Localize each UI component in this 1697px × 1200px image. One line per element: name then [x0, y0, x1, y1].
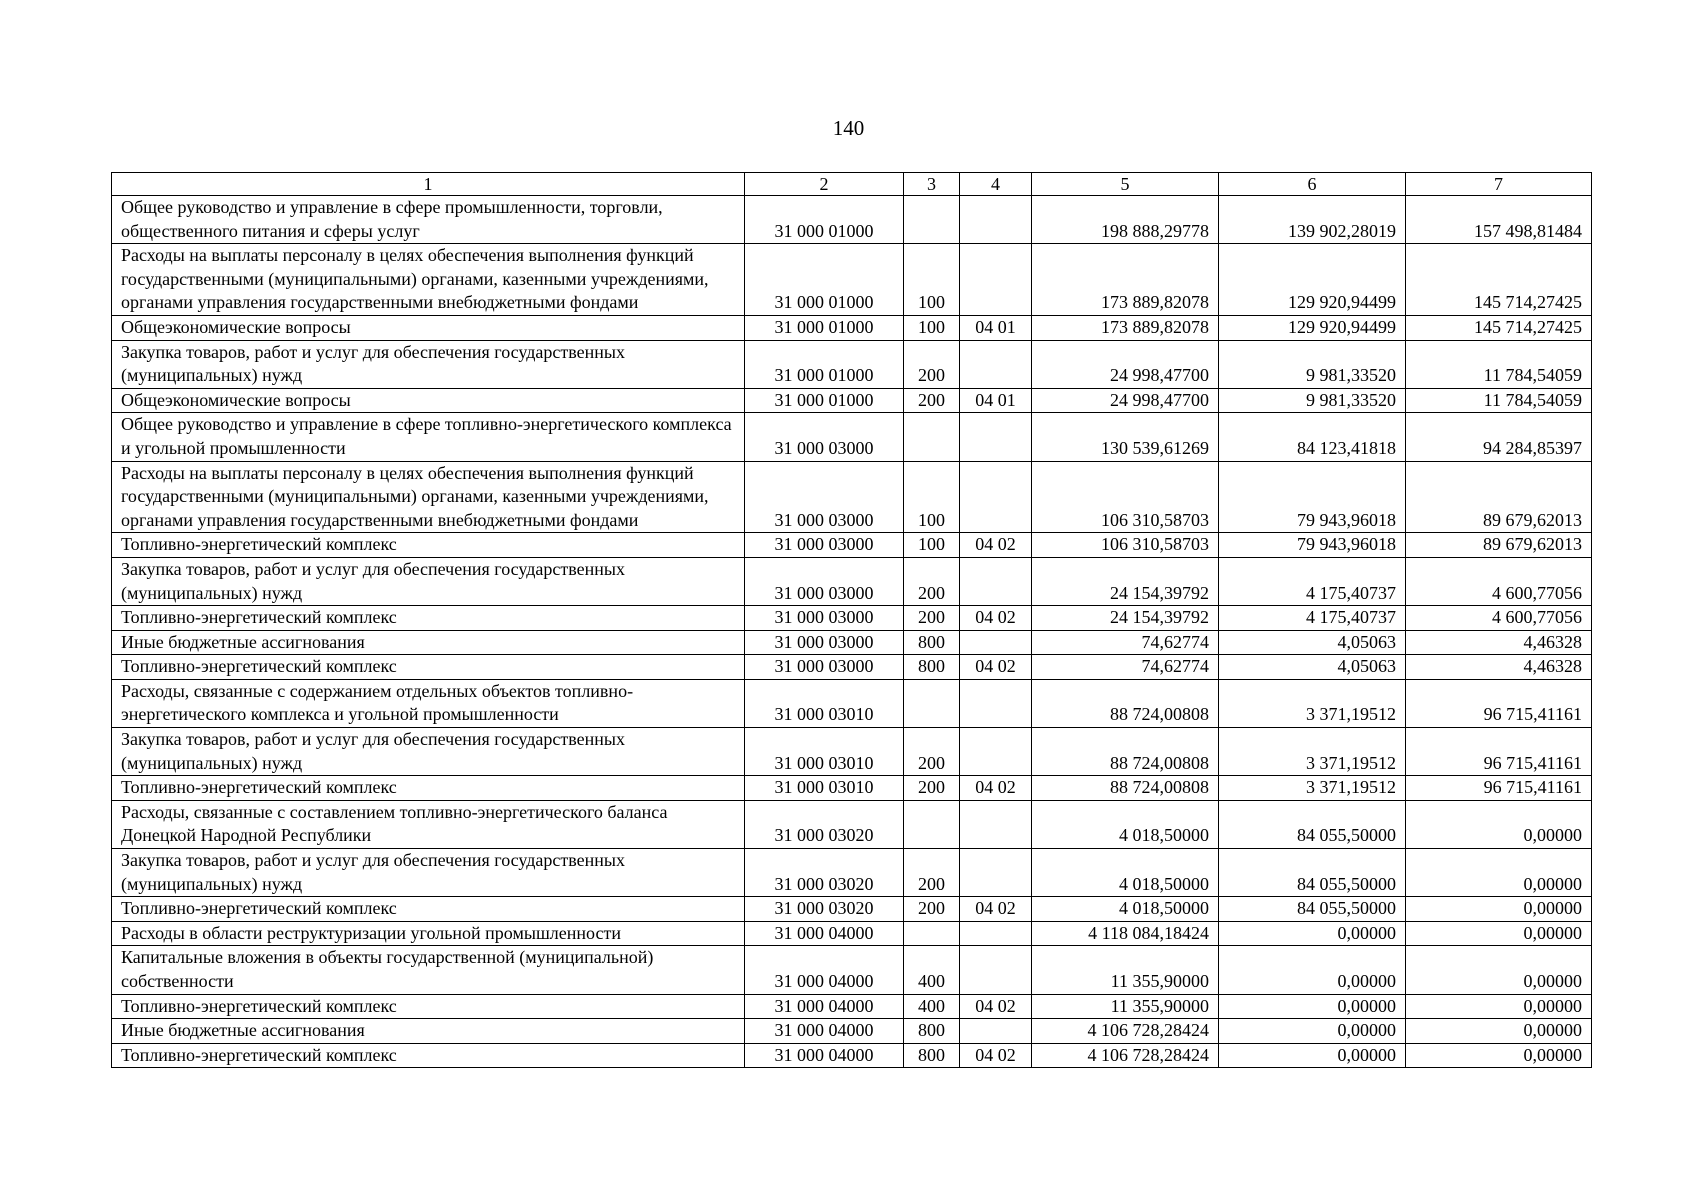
amount-col-5: 130 539,61269 [1032, 413, 1219, 461]
amount-col-6: 4 175,40737 [1219, 606, 1406, 631]
amount-col-6: 139 902,28019 [1219, 196, 1406, 244]
amount-col-6: 0,00000 [1219, 921, 1406, 946]
column-header: 3 [904, 173, 960, 196]
table-row [112, 800, 1592, 848]
expense-group: 800 [904, 1019, 960, 1044]
table-row [112, 1043, 1592, 1068]
amount-col-6: 9 981,33520 [1219, 340, 1406, 388]
target-code: 31 000 01000 [745, 340, 904, 388]
amount-col-6: 84 055,50000 [1219, 849, 1406, 897]
amount-col-6: 3 371,19512 [1219, 776, 1406, 801]
column-header: 1 [112, 173, 745, 196]
amount-col-5: 74,62774 [1032, 630, 1219, 655]
expense-group: 100 [904, 533, 960, 558]
amount-col-7: 0,00000 [1406, 946, 1592, 994]
expense-group: 800 [904, 1043, 960, 1068]
expense-group [904, 196, 960, 244]
amount-col-5: 11 355,90000 [1032, 946, 1219, 994]
table-row [112, 244, 1592, 316]
table-row [112, 897, 1592, 922]
section-code [960, 849, 1032, 897]
amount-col-6: 84 123,41818 [1219, 413, 1406, 461]
section-code: 04 01 [960, 388, 1032, 413]
row-name: Закупка товаров, работ и услуг для обеспечения государственных (муниципальных) нужд [112, 728, 745, 776]
row-name: Закупка товаров, работ и услуг для обеспечения государственных (муниципальных) нужд [112, 340, 745, 388]
row-name: Топливно-энергетический комплекс [112, 994, 745, 1019]
target-code: 31 000 01000 [745, 244, 904, 316]
amount-col-5: 24 998,47700 [1032, 388, 1219, 413]
table-row [112, 849, 1592, 897]
amount-col-7: 0,00000 [1406, 921, 1592, 946]
amount-col-7: 96 715,41161 [1406, 679, 1592, 727]
table-row [112, 776, 1592, 801]
section-code [960, 946, 1032, 994]
expense-group [904, 800, 960, 848]
expense-group: 200 [904, 557, 960, 605]
row-name: Расходы на выплаты персоналу в целях обеспечения выполнения функций государственными (муниципальными) органами, казенными учреждениями, органами управления государственными внебюджетными фондами [112, 244, 745, 316]
row-name: Закупка товаров, работ и услуг для обеспечения государственных (муниципальных) нужд [112, 557, 745, 605]
target-code: 31 000 03000 [745, 533, 904, 558]
amount-col-6: 0,00000 [1219, 946, 1406, 994]
amount-col-5: 4 106 728,28424 [1032, 1043, 1219, 1068]
target-code: 31 000 04000 [745, 921, 904, 946]
table-row [112, 557, 1592, 605]
amount-col-5: 4 118 084,18424 [1032, 921, 1219, 946]
table-row [112, 388, 1592, 413]
amount-col-5: 4 018,50000 [1032, 897, 1219, 922]
amount-col-7: 89 679,62013 [1406, 461, 1592, 533]
amount-col-7: 4,46328 [1406, 630, 1592, 655]
amount-col-7: 4 600,77056 [1406, 606, 1592, 631]
amount-col-5: 88 724,00808 [1032, 728, 1219, 776]
table-row [112, 196, 1592, 244]
expense-group: 200 [904, 728, 960, 776]
row-name: Топливно-энергетический комплекс [112, 606, 745, 631]
amount-col-5: 24 154,39792 [1032, 557, 1219, 605]
row-name: Топливно-энергетический комплекс [112, 1043, 745, 1068]
row-name: Капитальные вложения в объекты государственной (муниципальной) собственности [112, 946, 745, 994]
target-code: 31 000 03000 [745, 413, 904, 461]
row-name: Топливно-энергетический комплекс [112, 897, 745, 922]
section-code [960, 340, 1032, 388]
section-code: 04 02 [960, 897, 1032, 922]
column-header: 2 [745, 173, 904, 196]
target-code: 31 000 04000 [745, 1043, 904, 1068]
amount-col-7: 145 714,27425 [1406, 315, 1592, 340]
target-code: 31 000 03000 [745, 557, 904, 605]
amount-col-5: 11 355,90000 [1032, 994, 1219, 1019]
row-name: Иные бюджетные ассигнования [112, 630, 745, 655]
amount-col-7: 11 784,54059 [1406, 388, 1592, 413]
row-name: Закупка товаров, работ и услуг для обеспечения государственных (муниципальных) нужд [112, 849, 745, 897]
section-code [960, 800, 1032, 848]
section-code [960, 244, 1032, 316]
table-row [112, 1019, 1592, 1044]
row-name: Общеэкономические вопросы [112, 388, 745, 413]
amount-col-5: 4 018,50000 [1032, 849, 1219, 897]
table-row [112, 413, 1592, 461]
budget-table [111, 172, 1592, 1068]
target-code: 31 000 03010 [745, 728, 904, 776]
target-code: 31 000 03020 [745, 849, 904, 897]
row-name: Расходы, связанные с содержанием отдельных объектов топливно-энергетического комплекса и угольной промышленности [112, 679, 745, 727]
target-code: 31 000 01000 [745, 388, 904, 413]
target-code: 31 000 04000 [745, 946, 904, 994]
table-row [112, 533, 1592, 558]
table-body [112, 196, 1592, 1068]
expense-group [904, 413, 960, 461]
amount-col-6: 0,00000 [1219, 994, 1406, 1019]
expense-group: 100 [904, 244, 960, 316]
amount-col-6: 129 920,94499 [1219, 315, 1406, 340]
target-code: 31 000 04000 [745, 994, 904, 1019]
amount-col-5: 106 310,58703 [1032, 533, 1219, 558]
amount-col-7: 4 600,77056 [1406, 557, 1592, 605]
target-code: 31 000 01000 [745, 315, 904, 340]
amount-col-5: 88 724,00808 [1032, 679, 1219, 727]
expense-group: 800 [904, 655, 960, 680]
amount-col-7: 89 679,62013 [1406, 533, 1592, 558]
target-code: 31 000 03000 [745, 606, 904, 631]
section-code [960, 413, 1032, 461]
expense-group: 200 [904, 388, 960, 413]
row-name: Общее руководство и управление в сфере топливно-энергетического комплекса и угольной промышленности [112, 413, 745, 461]
target-code: 31 000 03000 [745, 655, 904, 680]
expense-group [904, 679, 960, 727]
expense-group: 200 [904, 849, 960, 897]
expense-group [904, 921, 960, 946]
amount-col-7: 4,46328 [1406, 655, 1592, 680]
section-code: 04 02 [960, 776, 1032, 801]
row-name: Расходы в области реструктуризации угольной промышленности [112, 921, 745, 946]
amount-col-7: 157 498,81484 [1406, 196, 1592, 244]
table-row [112, 315, 1592, 340]
column-header: 6 [1219, 173, 1406, 196]
section-code [960, 921, 1032, 946]
amount-col-5: 4 018,50000 [1032, 800, 1219, 848]
section-code: 04 02 [960, 655, 1032, 680]
amount-col-7: 94 284,85397 [1406, 413, 1592, 461]
amount-col-7: 0,00000 [1406, 849, 1592, 897]
amount-col-5: 24 154,39792 [1032, 606, 1219, 631]
amount-col-6: 84 055,50000 [1219, 897, 1406, 922]
amount-col-6: 129 920,94499 [1219, 244, 1406, 316]
section-code: 04 02 [960, 1043, 1032, 1068]
section-code [960, 1019, 1032, 1044]
amount-col-7: 0,00000 [1406, 800, 1592, 848]
expense-group: 400 [904, 946, 960, 994]
table-row [112, 728, 1592, 776]
table-row [112, 921, 1592, 946]
section-code [960, 461, 1032, 533]
table-row [112, 679, 1592, 727]
table-row [112, 606, 1592, 631]
target-code: 31 000 03020 [745, 800, 904, 848]
column-header: 4 [960, 173, 1032, 196]
amount-col-7: 96 715,41161 [1406, 776, 1592, 801]
page-number: 140 [832, 116, 865, 140]
amount-col-7: 0,00000 [1406, 994, 1592, 1019]
target-code: 31 000 03020 [745, 897, 904, 922]
amount-col-6: 4 175,40737 [1219, 557, 1406, 605]
amount-col-6: 79 943,96018 [1219, 461, 1406, 533]
section-code: 04 02 [960, 533, 1032, 558]
column-header: 5 [1032, 173, 1219, 196]
amount-col-6: 3 371,19512 [1219, 728, 1406, 776]
row-name: Топливно-энергетический комплекс [112, 655, 745, 680]
section-code [960, 679, 1032, 727]
expense-group: 100 [904, 315, 960, 340]
amount-col-5: 74,62774 [1032, 655, 1219, 680]
amount-col-6: 0,00000 [1219, 1043, 1406, 1068]
amount-col-7: 0,00000 [1406, 1019, 1592, 1044]
amount-col-7: 96 715,41161 [1406, 728, 1592, 776]
amount-col-6: 84 055,50000 [1219, 800, 1406, 848]
section-code [960, 196, 1032, 244]
amount-col-6: 3 371,19512 [1219, 679, 1406, 727]
amount-col-7: 11 784,54059 [1406, 340, 1592, 388]
amount-col-7: 0,00000 [1406, 1043, 1592, 1068]
section-code: 04 01 [960, 315, 1032, 340]
expense-group: 800 [904, 630, 960, 655]
amount-col-6: 9 981,33520 [1219, 388, 1406, 413]
amount-col-6: 79 943,96018 [1219, 533, 1406, 558]
amount-col-7: 0,00000 [1406, 897, 1592, 922]
section-code [960, 630, 1032, 655]
expense-group: 100 [904, 461, 960, 533]
table-row [112, 461, 1592, 533]
target-code: 31 000 03010 [745, 679, 904, 727]
amount-col-5: 173 889,82078 [1032, 244, 1219, 316]
target-code: 31 000 03010 [745, 776, 904, 801]
section-code: 04 02 [960, 606, 1032, 631]
section-code [960, 728, 1032, 776]
expense-group: 200 [904, 340, 960, 388]
row-name: Расходы на выплаты персоналу в целях обеспечения выполнения функций государственными (муниципальными) органами, казенными учреждениями, органами управления государственными внебюджетными фондами [112, 461, 745, 533]
expense-group: 200 [904, 776, 960, 801]
amount-col-6: 4,05063 [1219, 630, 1406, 655]
amount-col-5: 88 724,00808 [1032, 776, 1219, 801]
row-name: Общеэкономические вопросы [112, 315, 745, 340]
section-code: 04 02 [960, 994, 1032, 1019]
amount-col-5: 173 889,82078 [1032, 315, 1219, 340]
target-code: 31 000 04000 [745, 1019, 904, 1044]
section-code [960, 557, 1032, 605]
column-header: 7 [1406, 173, 1592, 196]
table-row [112, 655, 1592, 680]
amount-col-6: 4,05063 [1219, 655, 1406, 680]
expense-group: 400 [904, 994, 960, 1019]
table-row [112, 994, 1592, 1019]
amount-col-5: 106 310,58703 [1032, 461, 1219, 533]
amount-col-5: 24 998,47700 [1032, 340, 1219, 388]
row-name: Топливно-энергетический комплекс [112, 533, 745, 558]
table-row [112, 340, 1592, 388]
row-name: Топливно-энергетический комплекс [112, 776, 745, 801]
expense-group: 200 [904, 606, 960, 631]
expense-group: 200 [904, 897, 960, 922]
target-code: 31 000 03000 [745, 461, 904, 533]
row-name: Общее руководство и управление в сфере промышленности, торговли, общественного питания и сферы услуг [112, 196, 745, 244]
target-code: 31 000 03000 [745, 630, 904, 655]
amount-col-5: 198 888,29778 [1032, 196, 1219, 244]
table-row [112, 630, 1592, 655]
row-name: Расходы, связанные с составлением топливно-энергетического баланса Донецкой Народной Республики [112, 800, 745, 848]
row-name: Иные бюджетные ассигнования [112, 1019, 745, 1044]
target-code: 31 000 01000 [745, 196, 904, 244]
amount-col-5: 4 106 728,28424 [1032, 1019, 1219, 1044]
column-number-row [112, 173, 1592, 196]
amount-col-6: 0,00000 [1219, 1019, 1406, 1044]
amount-col-7: 145 714,27425 [1406, 244, 1592, 316]
table-row [112, 946, 1592, 994]
